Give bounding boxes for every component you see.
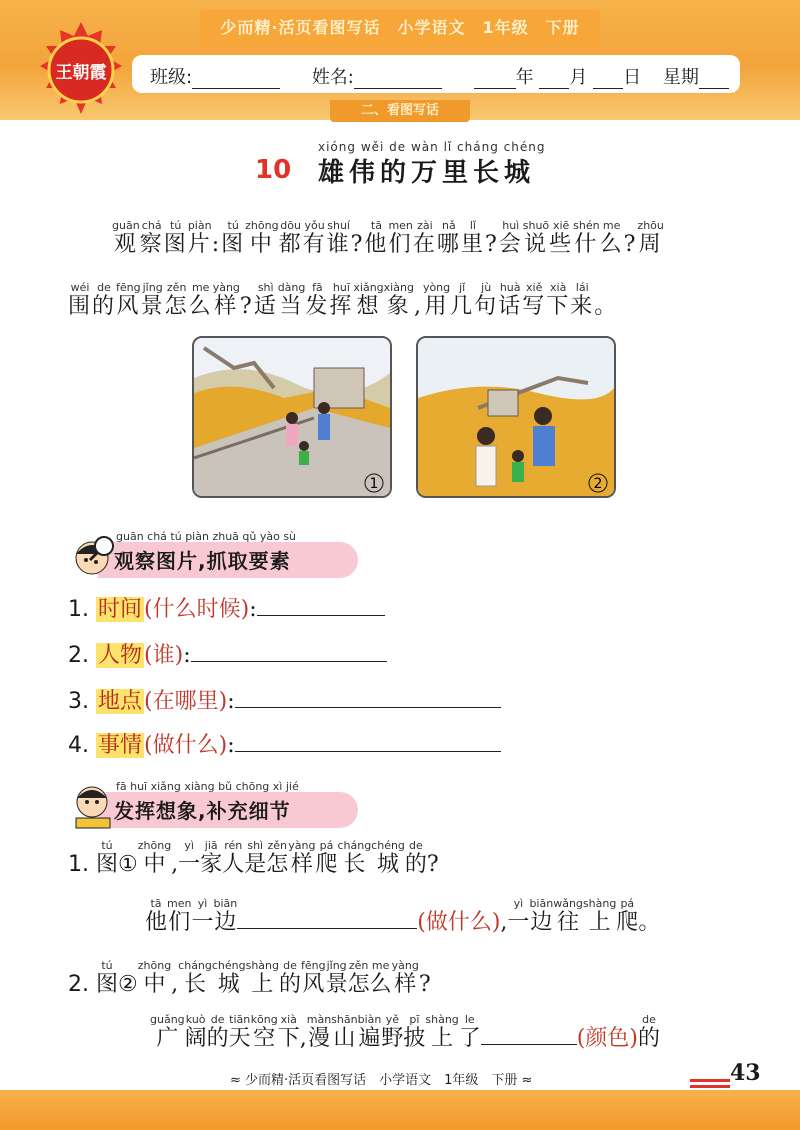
ruby-char: , <box>500 910 508 935</box>
ruby-char: 图tú <box>221 219 246 257</box>
question-2-answer <box>150 1014 660 1052</box>
question-2 <box>68 960 431 998</box>
ruby-char: 话huà <box>498 281 523 319</box>
ruby-char: 野yě <box>381 1013 404 1051</box>
ruby-char: 来lái <box>570 281 595 319</box>
ruby-char: 的de <box>206 1013 229 1051</box>
ruby-char: 景jǐng <box>140 281 165 319</box>
ruby-char: 有yǒu <box>302 219 327 257</box>
ruby-char: 怎zěn <box>266 839 289 877</box>
ruby-char: 上shàng <box>582 897 617 935</box>
ruby-char: 人rén <box>222 839 245 877</box>
ruby-char: 么me <box>599 219 624 257</box>
item-number: 2. <box>68 643 89 668</box>
prompt-line-2 <box>68 282 618 320</box>
ruby-char: 中zhōng <box>245 219 279 257</box>
element-row-event <box>68 728 501 759</box>
student-info-row <box>150 63 729 89</box>
picture-1-label: 1 <box>369 476 379 492</box>
ruby-char: ? <box>350 232 365 257</box>
illustration-1 <box>192 336 392 498</box>
ruby-char: 上shàng <box>245 959 280 997</box>
ruby-char: 观guān <box>112 219 140 257</box>
ruby-char: ? <box>418 972 431 997</box>
year-field[interactable] <box>474 69 516 89</box>
ruby-char: 片piàn <box>187 219 212 257</box>
lesson-title-pinyin: xióng wěi de wàn lǐ cháng chéng <box>318 140 546 154</box>
ruby-char: : <box>211 232 222 257</box>
name-label: 姓名: <box>311 67 354 88</box>
ruby-char: 长cháng <box>337 839 372 877</box>
event-answer-line[interactable] <box>235 730 501 752</box>
ruby-char: , <box>299 1026 307 1051</box>
section-imagine-title: 发挥想象,补充细节 <box>114 799 291 823</box>
ruby-char: 用yòng <box>422 281 451 319</box>
ruby-char: 们men <box>388 219 413 257</box>
footer-bar <box>0 1090 800 1130</box>
logo-text: 王朝霞 <box>55 63 107 83</box>
ruby-char: 空kōng <box>250 1013 278 1051</box>
item-hint: (谁) <box>144 643 184 668</box>
ruby-char: 。 <box>638 910 661 935</box>
day-field[interactable] <box>593 69 623 89</box>
ruby-char: 山shān <box>331 1013 358 1051</box>
class-label: 班级: <box>150 67 193 88</box>
question-1-answer <box>145 898 660 936</box>
ruby-char: ? <box>239 294 254 319</box>
prompt-line-1 <box>112 220 664 258</box>
ruby-char: 景jǐng <box>325 959 348 997</box>
ruby-char: 么me <box>188 281 213 319</box>
weekday-label: 星期 <box>662 67 699 88</box>
ruby-char: 爬pá <box>315 839 338 877</box>
month-label: 月 <box>569 67 588 88</box>
ruby-char: 都dōu <box>278 219 303 257</box>
answer-2-blank[interactable] <box>481 1023 577 1045</box>
people-answer-line[interactable] <box>191 640 387 662</box>
section-observe-banner <box>68 528 358 588</box>
ruby-char: 样yàng <box>212 281 240 319</box>
ruby-char: 下xià <box>546 281 571 319</box>
ruby-char: 象xiàng <box>383 281 414 319</box>
ruby-char: 的de <box>92 281 117 319</box>
answer-2-hint: (颜色) <box>576 1026 638 1051</box>
ruby-char: 什shén <box>573 219 600 257</box>
section-banner: 二、看图写话 <box>330 100 470 122</box>
answer-1-blank[interactable] <box>237 907 417 929</box>
item-hint: (在哪里) <box>144 689 228 714</box>
footer-text: ≈ 少而精·活页看图写话 小学语文 1年级 下册 ≈ <box>230 1073 533 1088</box>
ruby-char: ? <box>426 852 439 877</box>
ruby-char: 一yì <box>507 897 530 935</box>
section-imagine-banner <box>68 778 358 838</box>
ruby-char: 说shuō <box>522 219 550 257</box>
question-2-text <box>96 959 431 997</box>
ruby-char: 发fā <box>305 281 330 319</box>
question-number: 1. <box>68 852 89 877</box>
ruby-char: 围wéi <box>68 281 93 319</box>
ruby-char: 谁shuí <box>326 219 351 257</box>
ruby-char: 爬pá <box>616 897 639 935</box>
question-number: 2. <box>68 972 89 997</box>
ruby-char: 。 <box>594 294 619 319</box>
ruby-char: 风fēng <box>301 959 326 997</box>
ruby-char: 长cháng <box>178 959 212 997</box>
ruby-char: 察chá <box>139 219 164 257</box>
ruby-char: 上shàng <box>425 1013 459 1051</box>
picture-2-label: 2 <box>593 476 603 492</box>
item-number: 3. <box>68 689 89 714</box>
section-imagine-pinyin: fā huī xiǎng xiàng bǔ chōng xì jié <box>116 780 299 793</box>
ruby-char: 他tā <box>145 897 168 935</box>
ruby-char: 么me <box>369 959 392 997</box>
ruby-char: , <box>413 294 423 319</box>
magnifier-kid-icon <box>68 528 120 584</box>
ruby-char: 挥huī <box>329 281 354 319</box>
ruby-char: 怎zěn <box>164 281 189 319</box>
item-colon: : <box>249 597 257 622</box>
ruby-char: 们men <box>167 897 192 935</box>
item-colon: : <box>227 689 235 714</box>
ruby-char: 遍biàn <box>357 1013 382 1051</box>
ruby-char: 哪nǎ <box>436 219 461 257</box>
ruby-char: 中zhōng <box>137 959 172 997</box>
ruby-char: ① <box>118 852 138 877</box>
ruby-char: 下xià <box>277 1013 300 1051</box>
ruby-char: 适shì <box>253 281 278 319</box>
item-number: 1. <box>68 597 89 622</box>
item-key: 时间 <box>98 597 143 622</box>
name-field[interactable] <box>354 69 442 89</box>
ruby-char: 漫màn <box>306 1013 332 1051</box>
item-colon: : <box>183 643 191 668</box>
ruby-char: 的de <box>404 839 427 877</box>
element-row-people <box>68 638 387 669</box>
answer-2-suffix <box>637 1013 660 1051</box>
ruby-char: 句jù <box>474 281 499 319</box>
ruby-char: ? <box>623 232 638 257</box>
ruby-char: ② <box>118 972 138 997</box>
answer-1-prefix <box>145 897 238 935</box>
item-key: 事情 <box>98 733 143 758</box>
item-colon: : <box>227 733 235 758</box>
ruby-char: 当dàng <box>277 281 306 319</box>
ruby-char: 边biān <box>213 897 238 935</box>
item-hint: (做什么) <box>144 733 228 758</box>
ruby-char: 城chéng <box>211 959 246 997</box>
weekday-field[interactable] <box>699 69 729 89</box>
ruby-char: 阔kuò <box>184 1013 207 1051</box>
answer-2-prefix <box>150 1013 481 1051</box>
ruby-char: 图tú <box>96 839 119 877</box>
ruby-char: 边biān <box>529 897 554 935</box>
ruby-char: ? <box>484 232 499 257</box>
item-number: 4. <box>68 733 89 758</box>
ruby-char: 几jǐ <box>450 281 475 319</box>
ruby-char: , <box>171 852 179 877</box>
item-key: 人物 <box>98 643 143 668</box>
ruby-char: 天tiān <box>228 1013 251 1051</box>
ruby-char: 想xiǎng <box>353 281 384 319</box>
ruby-char: 图tú <box>96 959 119 997</box>
item-hint: (什么时候) <box>144 597 250 622</box>
ruby-char: 的de <box>637 1013 660 1051</box>
year-label: 年 <box>515 67 534 88</box>
ruby-char: 一yì <box>178 839 201 877</box>
element-row-time <box>68 592 385 623</box>
ruby-char: 他tā <box>364 219 389 257</box>
lesson-title: 雄伟的万里长城 <box>318 158 536 188</box>
ruby-char: 往wǎng <box>553 897 583 935</box>
ruby-char: 家jiā <box>200 839 223 877</box>
ruby-char: 会huì <box>498 219 523 257</box>
lesson-number: 10 <box>255 155 292 185</box>
thinking-kid-icon <box>68 778 120 834</box>
ruby-char: 怎zěn <box>347 959 370 997</box>
ruby-char: 城chéng <box>371 839 405 877</box>
ruby-char: 是shì <box>244 839 267 877</box>
ruby-char: 周zhōu <box>637 219 664 257</box>
ruby-char: 风fēng <box>116 281 141 319</box>
element-row-place <box>68 684 501 715</box>
ruby-char: 样yàng <box>391 959 419 997</box>
ruby-char: 些xiē <box>549 219 574 257</box>
ruby-char: 写xiě <box>522 281 547 319</box>
ruby-char: 一yì <box>191 897 214 935</box>
section-observe-pinyin: guān chá tú piàn zhuā qǔ yào sù <box>116 530 297 543</box>
item-key: 地点 <box>98 689 143 714</box>
class-field[interactable] <box>192 69 280 89</box>
brand-logo <box>22 18 140 126</box>
place-answer-line[interactable] <box>235 686 501 708</box>
day-label: 日 <box>623 67 642 88</box>
illustration-2 <box>416 336 616 498</box>
ruby-char: 里lǐ <box>460 219 485 257</box>
ruby-char: 广guǎng <box>150 1013 185 1051</box>
section-observe-title: 观察图片,抓取要素 <box>114 549 291 573</box>
ruby-char: 在zài <box>412 219 437 257</box>
ruby-char: 中zhōng <box>137 839 172 877</box>
month-field[interactable] <box>539 69 569 89</box>
ruby-char: , <box>171 972 179 997</box>
answer-1-hint: (做什么) <box>417 910 501 935</box>
book-title: 少而精·活页看图写话 小学语文 1年级 下册 <box>200 10 600 46</box>
time-answer-line[interactable] <box>257 594 385 616</box>
question-1 <box>68 840 439 878</box>
page-number: 43 <box>730 1060 761 1086</box>
ruby-char: 披pī <box>403 1013 426 1051</box>
ruby-char: 样yàng <box>288 839 316 877</box>
ruby-char: 的de <box>279 959 302 997</box>
answer-1-suffix <box>500 897 661 935</box>
ruby-char: 图tú <box>163 219 188 257</box>
ruby-char: 了le <box>458 1013 481 1051</box>
question-1-text <box>96 839 439 877</box>
